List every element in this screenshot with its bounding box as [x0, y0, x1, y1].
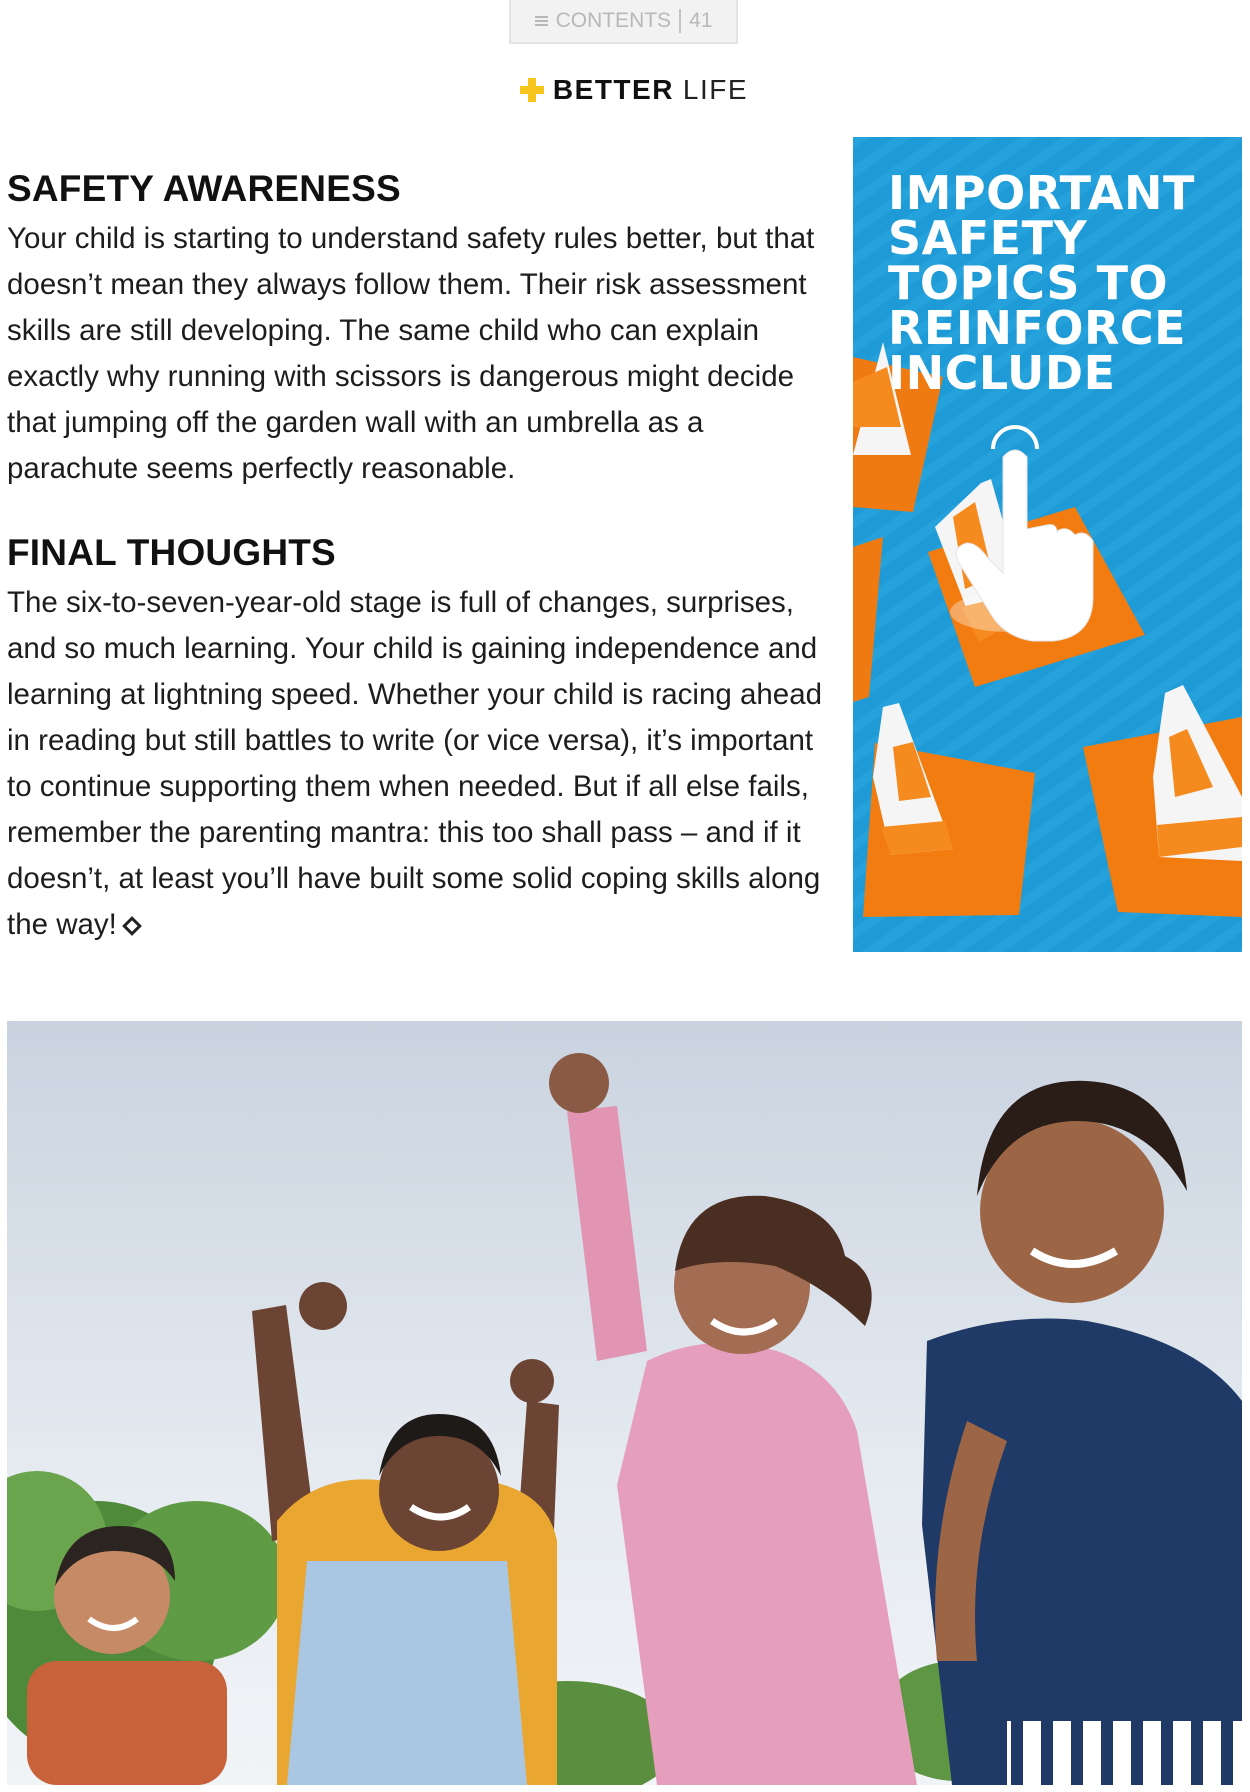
plus-icon [520, 78, 544, 102]
paragraph-text: The six-to-seven-year-old stage is full of changes, surprises, and so much learning. Your child is gaining independence and learning at lightning speed. Whether your child is racing ahead in reading but still battles to write (or vice versa), it’s important to continue supporting them when needed. But if all else fails, remember the parenting mantra: this too shall pass – and if it doesn’t, at least you’ll have built some solid coping skills along the way! [7, 586, 823, 941]
children-celebrating-photo [7, 1021, 1242, 1785]
section-paragraph: Your child is starting to understand safety rules better, but that doesn’t mean they always follow them. Their risk assessment skills are still developing. The same child who can explain exactly why running with scissors is dangerous might decide that jumping off the garden wall with an umbrella as a parachute seems perfectly reasonable. [7, 222, 815, 485]
safety-topics-callout[interactable] [853, 137, 1242, 952]
contents-button[interactable] [509, 0, 738, 44]
article-section-safety [7, 168, 827, 492]
contents-label: CONTENTS [555, 9, 672, 32]
photo-illustration [7, 1021, 1242, 1785]
page-number: 41 [689, 9, 713, 32]
section-name-light: LIFE [682, 74, 749, 105]
divider [679, 9, 681, 33]
section-heading: SAFETY AWARENESS [7, 168, 401, 209]
article-body [7, 168, 827, 948]
section-name-bold: BETTER [552, 74, 674, 105]
section-paragraph [7, 580, 827, 948]
article-section-final [7, 532, 827, 948]
menu-icon [535, 16, 548, 26]
callout-title: IMPORTANT SAFETY TOPICS TO REINFORCE INCLUDE [888, 166, 1195, 400]
section-header [0, 74, 1250, 106]
end-mark-icon [122, 916, 142, 936]
section-heading: FINAL THOUGHTS [7, 532, 336, 573]
